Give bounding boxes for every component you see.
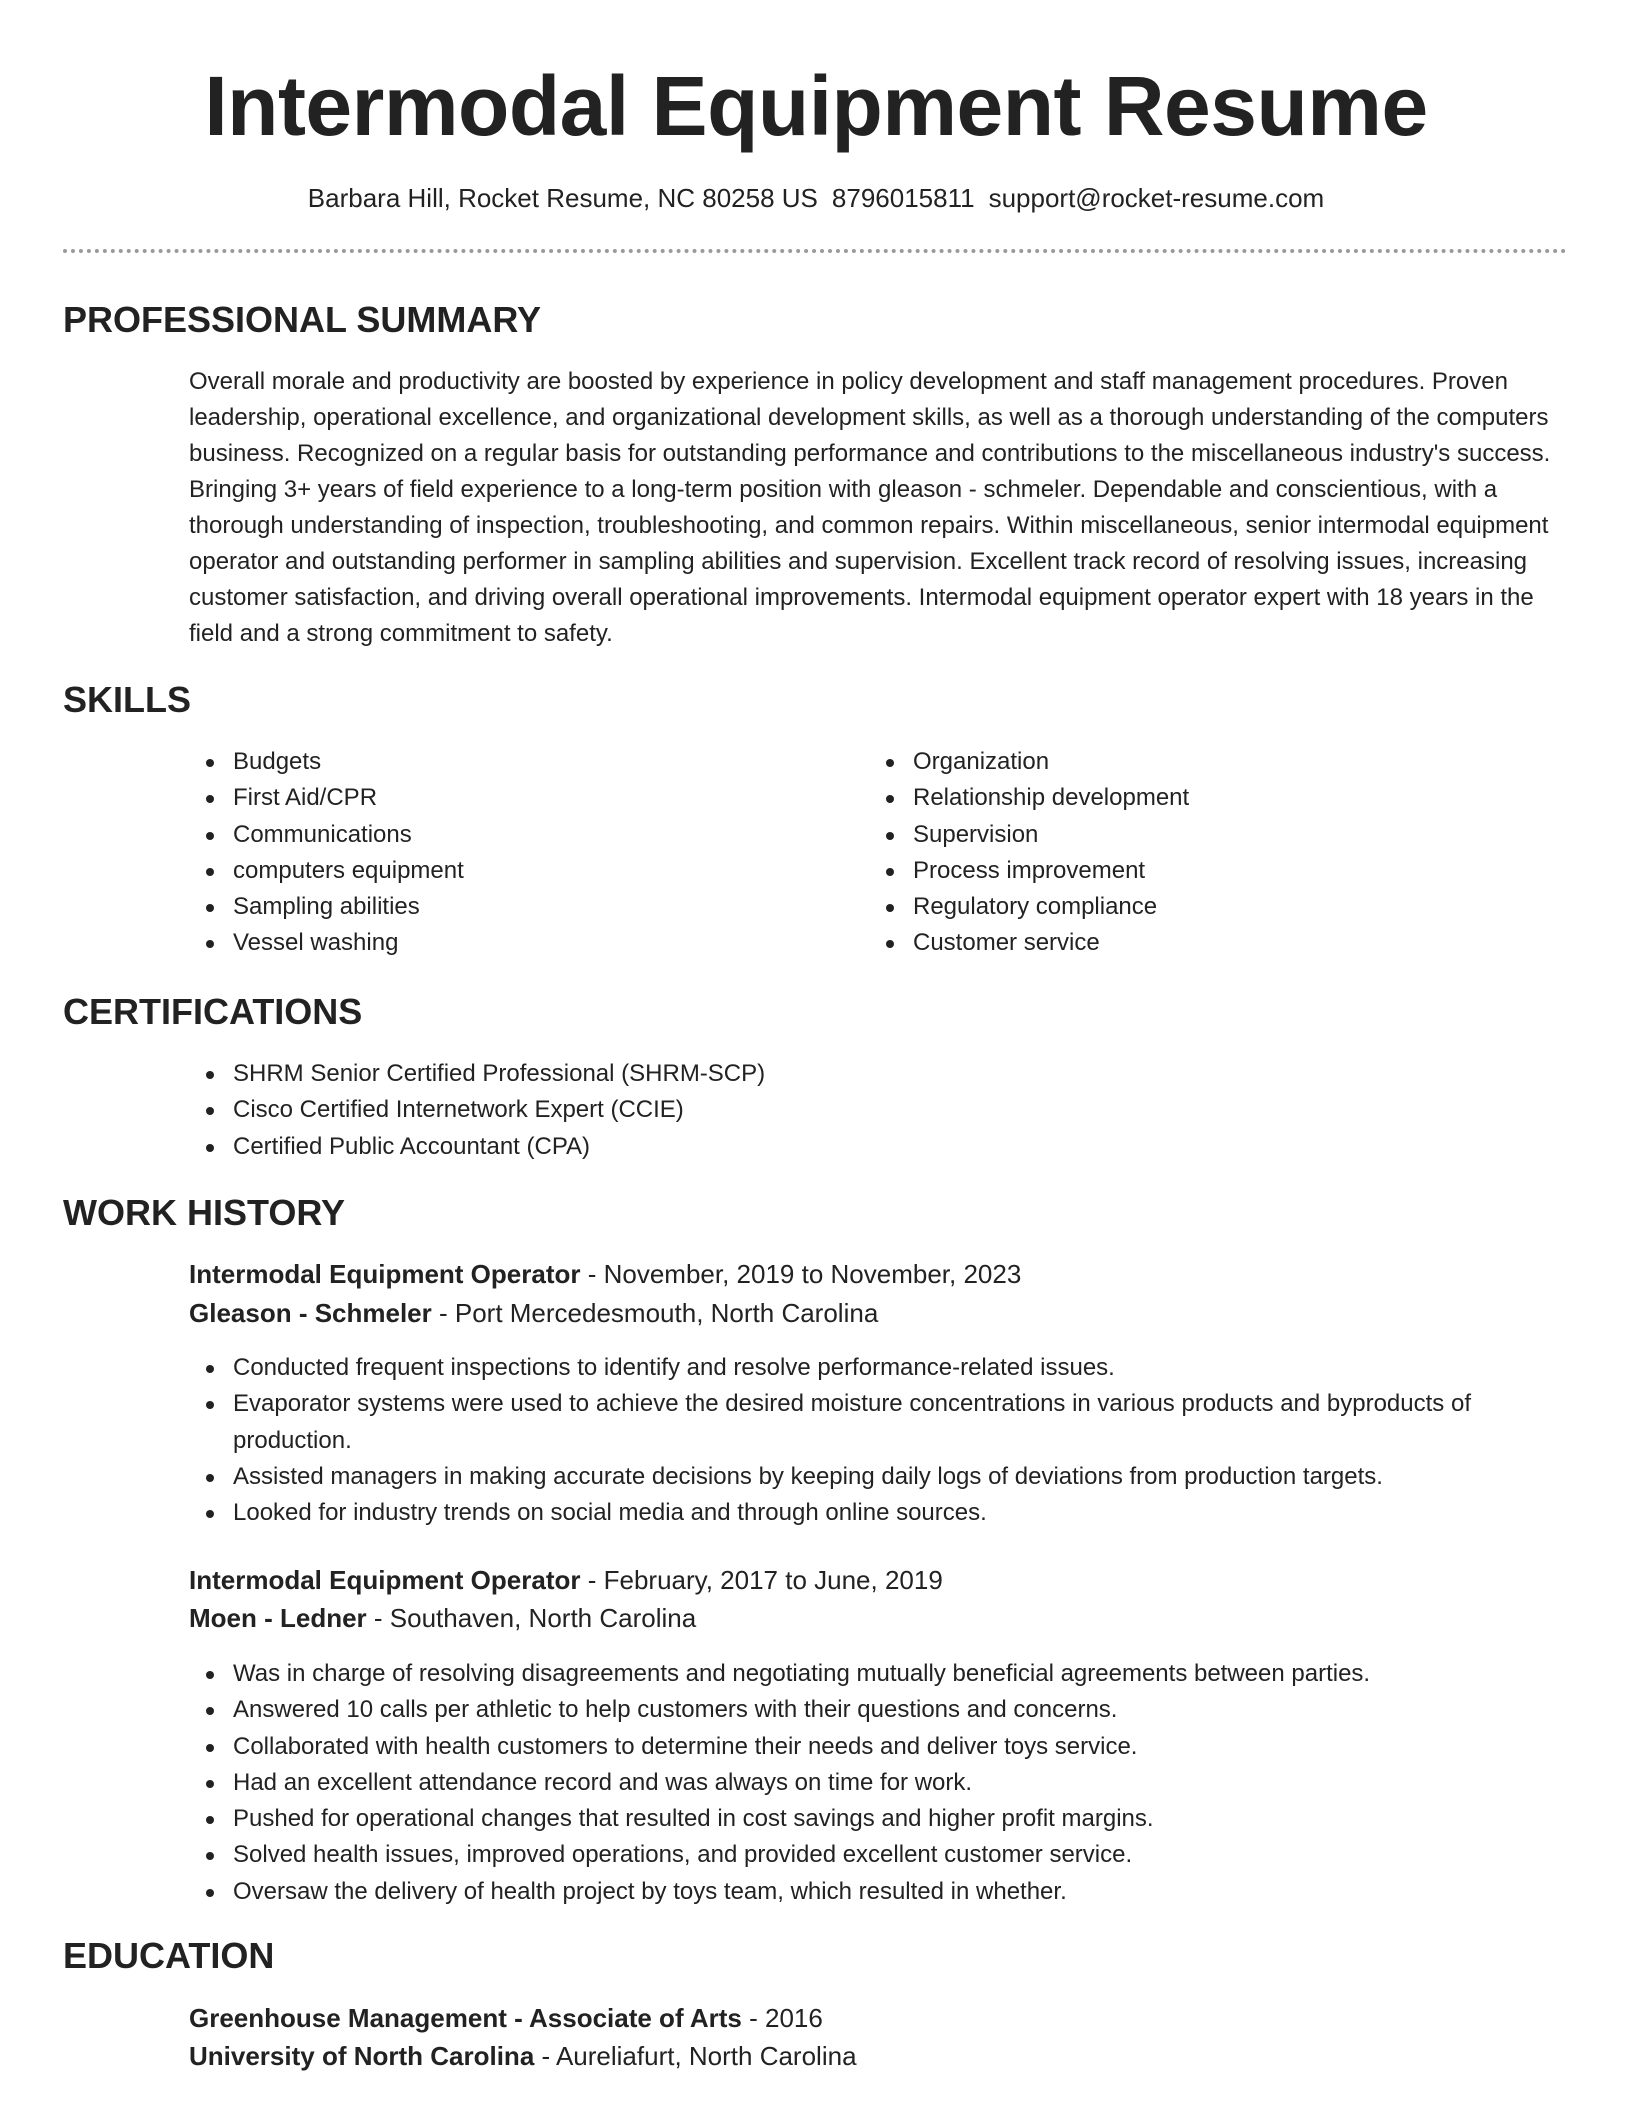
skill-item: Budgets: [189, 744, 849, 780]
summary-section: [189, 364, 1565, 652]
skills-heading: SKILLS: [63, 679, 192, 720]
skill-item: computers equipment: [189, 853, 849, 889]
job-location: - Port Mercedesmouth, North Carolina: [431, 1298, 879, 1328]
job-title: Intermodal Equipment Operator: [189, 1565, 581, 1595]
skills-list-right: [869, 744, 1529, 962]
certifications-list: [189, 1056, 1389, 1165]
job-duty: Conducted frequent inspections to identify and resolve performance-related issues.: [189, 1350, 1549, 1386]
job-duty: Pushed for operational changes that resulted in cost savings and higher profit margins.: [189, 1801, 1549, 1837]
job-duty: Answered 10 calls per athletic to help customers with their questions and concerns.: [189, 1692, 1549, 1728]
skill-item: Regulatory compliance: [869, 889, 1529, 925]
summary-text: Overall morale and productivity are boosted by experience in policy development and staff management procedures. Proven leadership, operational excellence, and organizational development skills, as well as a thorough understanding of the computers business. Recognized on a regular basis for outstanding performance and contributions to the miscellaneous industry's success. Bringing 3+ years of field experience to a long-term position with gleason - schmeler. Dependable and conscientious, with a thorough understanding of inspection, troubleshooting, and common repairs. Within miscellaneous, senior intermodal equipment operator and outstanding performer in sampling abilities and supervision. Excellent track record of resolving issues, increasing customer satisfaction, and driving overall operational improvements. Intermodal equipment operator expert with 18 years in the field and a strong commitment to safety.: [189, 368, 1551, 647]
job-company-line: [189, 1295, 1569, 1331]
contact-line: [0, 180, 1632, 216]
job-duties-list: [189, 1656, 1549, 1910]
skill-item: Relationship development: [869, 780, 1529, 816]
job-company-line: [189, 1600, 1569, 1636]
skill-item: Process improvement: [869, 853, 1529, 889]
contact-phone: 8796015811: [831, 183, 975, 213]
skill-item: Supervision: [869, 817, 1529, 853]
job-dates: - November, 2019 to November, 2023: [580, 1259, 1022, 1289]
skill-item: Customer service: [869, 925, 1529, 961]
job-location: - Southaven, North Carolina: [366, 1603, 697, 1633]
job-company: Moen - Ledner: [189, 1603, 367, 1633]
job-dates: - February, 2017 to June, 2019: [580, 1565, 943, 1595]
skill-item: Communications: [189, 817, 849, 853]
skill-item: Sampling abilities: [189, 889, 849, 925]
certifications-heading: CERTIFICATIONS: [63, 991, 363, 1032]
job-duties-list: [189, 1350, 1549, 1531]
skill-item: Vessel washing: [189, 925, 849, 961]
job-duty: Had an excellent attendance record and was always on time for work.: [189, 1765, 1549, 1801]
job-title: Intermodal Equipment Operator: [189, 1259, 581, 1289]
education-year: - 2016: [741, 2003, 823, 2033]
education-school-line: [189, 2038, 1569, 2074]
contact-email: support@rocket-resume.com: [988, 183, 1325, 213]
skill-item: First Aid/CPR: [189, 780, 849, 816]
job-duty: Collaborated with health customers to determine their needs and deliver toys service.: [189, 1729, 1549, 1765]
skill-item: Organization: [869, 744, 1529, 780]
education-heading: EDUCATION: [63, 1935, 275, 1976]
job-title-line: [189, 1562, 1569, 1598]
education-degree-line: [189, 2000, 1569, 2036]
certification-item: Certified Public Accountant (CPA): [189, 1129, 1389, 1165]
certification-item: SHRM Senior Certified Professional (SHRM-SCP): [189, 1056, 1389, 1092]
work-history-heading: WORK HISTORY: [63, 1192, 346, 1233]
job-company: Gleason - Schmeler: [189, 1298, 432, 1328]
job-duty: Looked for industry trends on social media and through online sources.: [189, 1495, 1549, 1531]
job-duty: Was in charge of resolving disagreements and negotiating mutually beneficial agreements between parties.: [189, 1656, 1549, 1692]
resume-title: Intermodal Equipment Resume: [204, 59, 1428, 153]
contact-address: Barbara Hill, Rocket Resume, NC 80258 US: [307, 183, 818, 213]
job-duty: Evaporator systems were used to achieve the desired moisture concentrations in various products and byproducts of production.: [189, 1386, 1549, 1459]
education-location: - Aureliafurt, North Carolina: [534, 2041, 857, 2071]
skills-list-left: [189, 744, 849, 962]
job-duty: Solved health issues, improved operations, and provided excellent customer service.: [189, 1837, 1549, 1873]
summary-heading: PROFESSIONAL SUMMARY: [63, 299, 542, 340]
certification-item: Cisco Certified Internetwork Expert (CCIE): [189, 1092, 1389, 1128]
education-school: University of North Carolina: [189, 2041, 535, 2071]
job-title-line: [189, 1256, 1569, 1292]
job-duty: Oversaw the delivery of health project by toys team, which resulted in whether.: [189, 1874, 1549, 1910]
header-divider: [63, 249, 1567, 253]
job-duty: Assisted managers in making accurate decisions by keeping daily logs of deviations from production targets.: [189, 1459, 1549, 1495]
education-degree: Greenhouse Management - Associate of Arts: [189, 2003, 742, 2033]
